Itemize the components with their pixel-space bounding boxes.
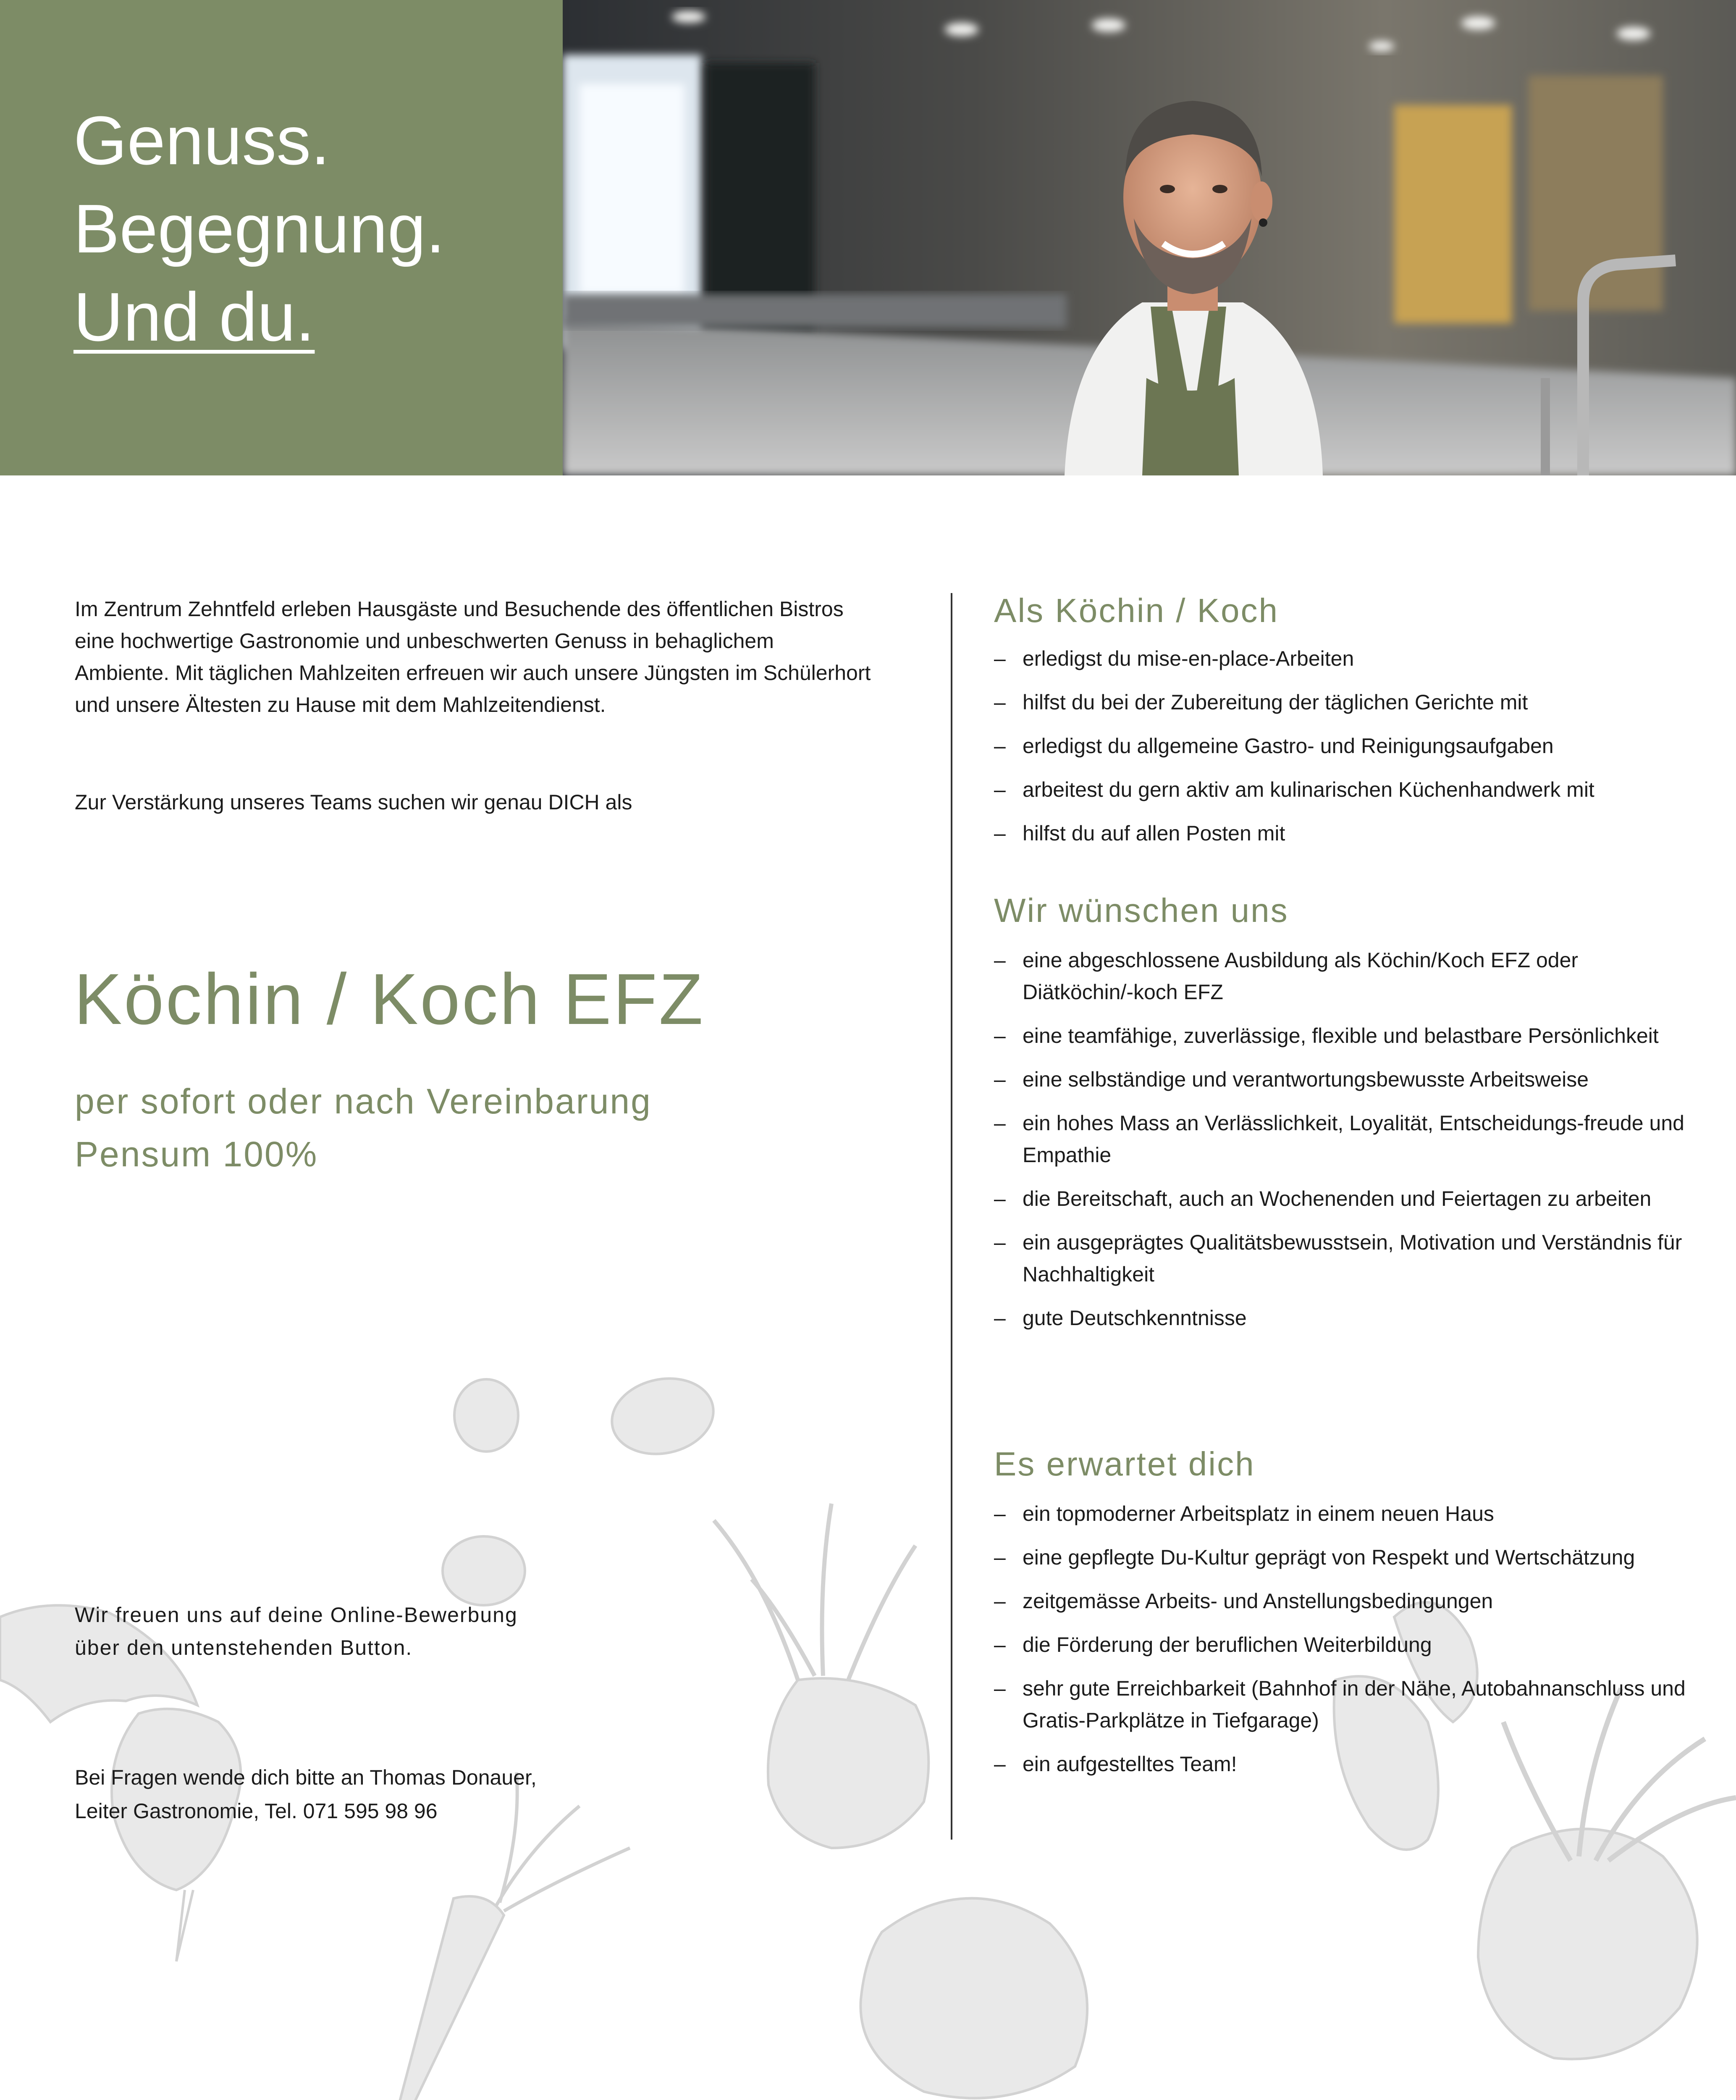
column-divider [951, 593, 952, 1840]
dash-bullet-icon: – [994, 1068, 1006, 1091]
tasks-list [994, 643, 1687, 861]
dash-bullet-icon: – [994, 778, 1006, 801]
requirements-list [994, 944, 1687, 1346]
benefits-list [994, 1498, 1687, 1792]
job-start: per sofort oder nach Vereinbarung [75, 1082, 652, 1121]
list-item: – die Bereitschaft, auch an Wochenenden und Feiertagen zu arbeiten [994, 1183, 1687, 1215]
dash-bullet-icon: – [994, 1231, 1006, 1254]
list-item: – erledigst du mise-en-place-Arbeiten [994, 643, 1687, 675]
contact-note [75, 1761, 705, 1828]
dash-bullet-icon: – [994, 647, 1006, 670]
dash-bullet-icon: – [994, 1502, 1006, 1525]
team-line: Zur Verstärkung unseres Teams suchen wir genau DICH als [75, 790, 632, 814]
list-item: – ein topmoderner Arbeitsplatz in einem neuen Haus [994, 1498, 1687, 1530]
job-title: Köchin / Koch EFZ [74, 959, 705, 1040]
apply-note-line-1: Wir freuen uns auf deine Online-Bewerbung [75, 1603, 518, 1627]
list-item: – die Förderung der beruflichen Weiterbildung [994, 1629, 1687, 1661]
headline [73, 97, 445, 361]
list-item: – arbeitest du gern aktiv am kulinarischen Küchenhandwerk mit [994, 774, 1687, 806]
list-item: – ein aufgestelltes Team! [994, 1748, 1687, 1780]
dash-bullet-icon: – [994, 1752, 1006, 1776]
dash-bullet-icon: – [994, 1633, 1006, 1656]
section-title-requirements: Wir wünschen uns [994, 892, 1289, 929]
dash-bullet-icon: – [994, 1306, 1006, 1330]
contact-note-line-1: Bei Fragen wende dich bitte an Thomas Donauer, [75, 1766, 537, 1789]
dash-bullet-icon: – [994, 734, 1006, 758]
dash-bullet-icon: – [994, 1589, 1006, 1613]
dash-bullet-icon: – [994, 822, 1006, 845]
list-item: – eine gepflegte Du-Kultur geprägt von Respekt und Wertschätzung [994, 1541, 1687, 1573]
dash-bullet-icon: – [994, 1024, 1006, 1047]
dash-bullet-icon: – [994, 948, 1006, 972]
contact-note-line-2: Leiter Gastronomie, Tel. 071 595 98 96 [75, 1799, 438, 1823]
headline-line-2: Begegnung. [73, 190, 445, 267]
list-item: – gute Deutschkenntnisse [994, 1302, 1687, 1334]
list-item: – ein hohes Mass an Verlässlichkeit, Loyalität, Entscheidungs-freude und Empathie [994, 1107, 1687, 1171]
list-item: – eine selbständige und verantwortungsbewusste Arbeitsweise [994, 1063, 1687, 1095]
list-item: – erledigst du allgemeine Gastro- und Reinigungsaufgaben [994, 730, 1687, 762]
list-item: – sehr gute Erreichbarkeit (Bahnhof in der Nähe, Autobahnanschluss und Gratis-Parkplätze in Tiefgarage) [994, 1672, 1687, 1736]
list-item: – zeitgemässe Arbeits- und Anstellungsbedingungen [994, 1585, 1687, 1617]
dash-bullet-icon: – [994, 1187, 1006, 1210]
list-item: – ein ausgeprägtes Qualitätsbewusstsein, Motivation und Verständnis für Nachhaltigkeit [994, 1226, 1687, 1290]
apply-note-line-2: über den untenstehenden Button. [75, 1636, 413, 1659]
list-item: – hilfst du bei der Zubereitung der täglichen Gerichte mit [994, 686, 1687, 718]
dash-bullet-icon: – [994, 1677, 1006, 1700]
list-item: – hilfst du auf allen Posten mit [994, 817, 1687, 849]
chef-portrait-photo [563, 0, 1736, 475]
section-title-tasks: Als Köchin / Koch [994, 592, 1279, 629]
list-item: – eine abgeschlossene Ausbildung als Köchin/Koch EFZ oder Diätköchin/-koch EFZ [994, 944, 1687, 1008]
apply-note [75, 1599, 663, 1664]
list-item: – eine teamfähige, zuverlässige, flexible und belastbare Persönlichkeit [994, 1020, 1687, 1052]
job-workload: Pensum 100% [75, 1134, 318, 1174]
headline-line-1: Genuss. [73, 102, 330, 179]
section-title-benefits: Es erwartet dich [994, 1445, 1255, 1483]
intro-paragraph: Im Zentrum Zehntfeld erleben Hausgäste und Besuchende des öffentlichen Bistros eine hochwertige Gastronomie und unbeschwerten Genuss in behaglichem Ambiente. Mit täglichen Mahlzeiten erfreuen wir auch unsere Jüngsten im Schülerhort und unsere Ältesten zu Hause mit dem Mahlzeitendienst. [75, 597, 871, 717]
headline-line-3: Und du. [73, 278, 315, 355]
dash-bullet-icon: – [994, 690, 1006, 714]
dash-bullet-icon: – [994, 1111, 1006, 1135]
dash-bullet-icon: – [994, 1546, 1006, 1569]
